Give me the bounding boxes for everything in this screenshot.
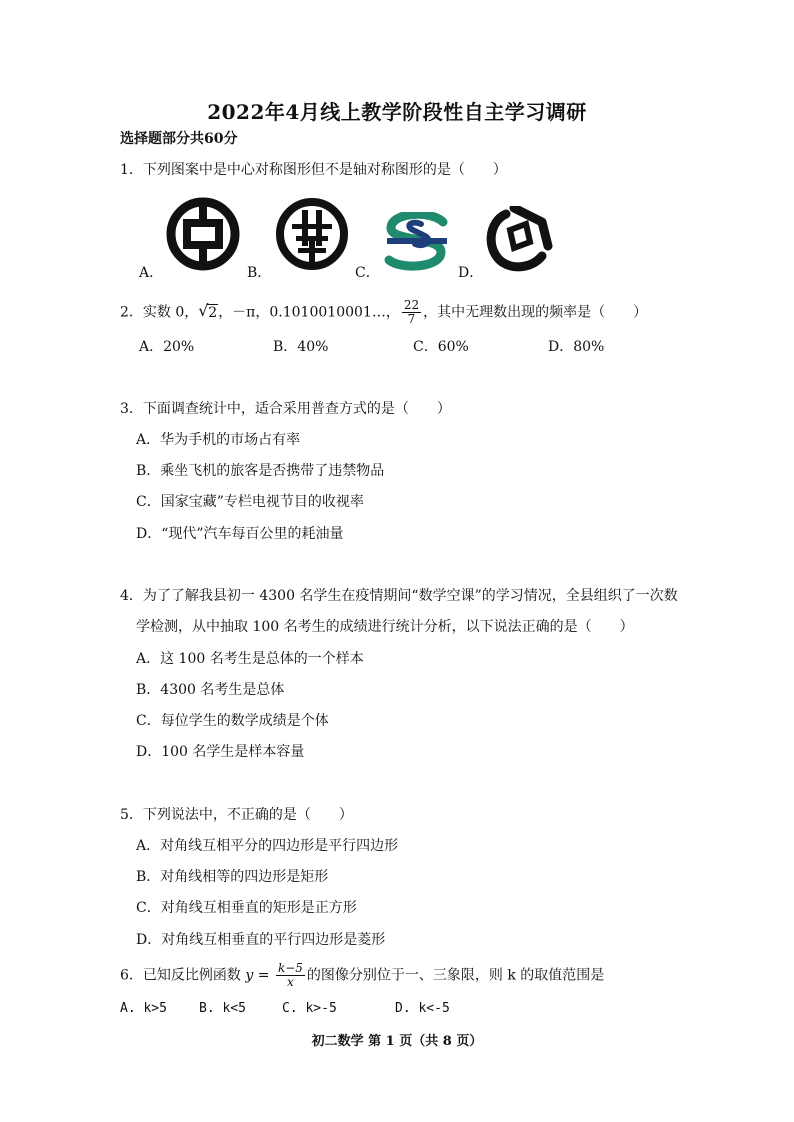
q4-option-c: C．每位学生的数学成绩是个体 <box>136 713 329 729</box>
q4-option-b: B．4300 名考生是总体 <box>136 682 285 698</box>
q6-option-a: A. k>5 <box>120 1001 167 1016</box>
q6-frac-num: k−5 <box>277 961 303 975</box>
q2-option-b: B．40% <box>273 339 329 355</box>
logo-c-s-bank-icon <box>381 212 453 272</box>
radical-icon: √ <box>198 300 209 320</box>
q2-options <box>0 336 794 356</box>
q2-stem-suffix: ，其中无理数出现的频率是（ ） <box>423 304 648 321</box>
q2-frac-num: 22 <box>403 298 420 312</box>
q2-sqrt-expression <box>198 300 218 321</box>
q5-option-d: D．对角线互相垂直的平行四边形是菱形 <box>136 932 386 948</box>
question-5-stem: 5．下列说法中，不正确的是（ ） <box>120 807 353 823</box>
q5-option-b: B．对角线相等的四边形是矩形 <box>136 869 329 885</box>
q2-sqrt-arg: 2 <box>208 304 218 321</box>
question-6-stem <box>120 962 604 989</box>
q1-label-b: B． <box>247 265 272 281</box>
q1-label-a: A． <box>139 265 164 281</box>
q5-option-a: A．对角线互相平分的四边形是平行四边形 <box>136 838 399 854</box>
q6-stem-prefix: 6．已知反比例函数 <box>120 967 241 984</box>
q3-option-d: D．“现代”汽车每百公里的耗油量 <box>136 526 344 542</box>
question-4-stem-line-1: 4．为了了解我县初一 4300 名学生在疫情期间“数学空课”的学习情况，全县组织了一次数 <box>120 588 678 604</box>
section-header: 选择题部分共60分 <box>120 131 238 147</box>
q6-stem-suffix: 的图像分别位于一、三象限，则 k 的取值范围是 <box>306 967 605 984</box>
q4-option-d: D．100 名学生是样本容量 <box>136 744 305 760</box>
q6-options <box>0 1001 794 1021</box>
logo-b-bank-icon <box>274 196 350 272</box>
q6-equals: = <box>257 967 270 984</box>
q6-y-variable: y <box>245 967 254 984</box>
q3-option-a: A．华为手机的市场占有率 <box>136 432 301 448</box>
q5-option-c: C．对角线互相垂直的矩形是正方形 <box>136 900 357 916</box>
logo-a-bank-of-china-icon <box>165 196 241 272</box>
q6-frac-den: x <box>287 975 294 989</box>
question-2-stem <box>120 299 647 326</box>
page-title: 2022年4月线上教学阶段性自主学习调研 <box>207 100 587 124</box>
q6-option-c: C. k>-5 <box>282 1001 337 1016</box>
page-footer: 初二数学 第 1 页（共 8 页） <box>311 1034 483 1049</box>
q2-frac-den: 7 <box>407 312 416 326</box>
q2-stem-mid: ，－π，0.1010010001…， <box>218 304 400 321</box>
question-3-stem: 3．下面调查统计中，适合采用普查方式的是（ ） <box>120 401 451 417</box>
logo-d-construction-bank-icon <box>484 206 554 272</box>
q2-option-a: A．20% <box>139 339 195 355</box>
question-4-stem-line-2: 学检测，从中抽取 100 名考生的成绩进行统计分析，以下说法正确的是（ ） <box>136 619 634 635</box>
q2-stem-prefix: 2．实数 0， <box>120 304 199 321</box>
q6-option-b: B. k<5 <box>199 1001 246 1016</box>
q6-option-d: D. k<-5 <box>395 1001 450 1016</box>
q1-label-d: D． <box>458 265 484 281</box>
q3-option-b: B．乘坐飞机的旅客是否携带了违禁物品 <box>136 463 385 479</box>
q2-option-d: D．80% <box>548 339 605 355</box>
q2-option-c: C．60% <box>413 339 469 355</box>
q4-option-a: A．这 100 名考生是总体的一个样本 <box>136 651 364 667</box>
q2-fraction <box>402 299 421 326</box>
question-1-stem: 1．下列图案中是中心对称图形但不是轴对称图形的是（ ） <box>120 162 507 178</box>
q3-option-c: C．国家宝藏”专栏电视节目的收视率 <box>136 494 364 510</box>
q1-label-c: C． <box>355 265 380 281</box>
q6-fraction <box>276 962 305 989</box>
